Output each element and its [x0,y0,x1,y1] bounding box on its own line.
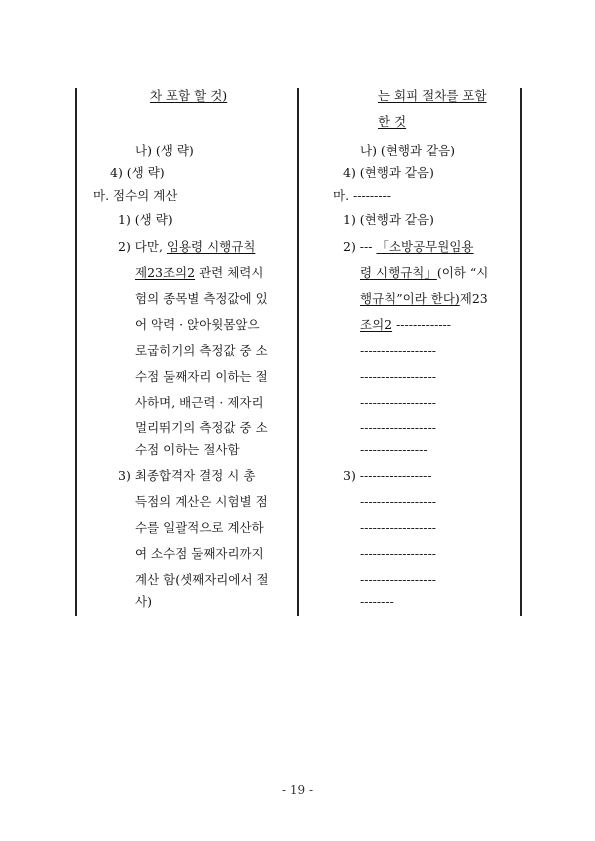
right-line: ------------------ [360,343,437,358]
left-line: 로굽히기의 측정값 중 소 [135,343,268,358]
right-line: ------------------ [360,546,437,561]
right-line: 3) ----------------- [343,468,432,483]
left-line: 2) 다만, 임용령 시행규칙 [118,239,256,254]
left-line: 험의 종목별 측정값에 있 [135,291,268,306]
right-line: 조의2 ------------- [360,317,451,332]
left-line: 여 소수점 둘째자리까지 [135,546,264,561]
left-line: 차 포함 할 것) [150,88,228,103]
left-line: 3) 최종합격자 결정 시 총 [118,468,256,483]
right-line: 행규칙”이라 한다)제23 [360,291,488,306]
left-line: 수를 일괄적으로 계산하 [135,520,264,535]
column-divider-right [520,88,522,616]
left-line: 계산 함(셋째자리에서 절 [135,572,269,587]
left-section-heading: 마. 점수의 계산 [93,188,178,203]
right-line: 령 시행규칙」(이하 “시 [360,265,489,280]
left-line: 어 악력 · 앉아윗몸앞으 [135,317,260,332]
left-line: 1) (생 략) [118,212,173,227]
left-line: 수점 이하는 절사함 [135,442,240,457]
left-line: 멀리뛰기의 측정값 중 소 [135,420,268,435]
right-line: 나) (현행과 같음) [360,143,456,158]
right-line: ------------------ [360,520,437,535]
right-line: ------------------ [360,494,437,509]
left-line: 사) [135,594,152,609]
left-line: 득점의 계산은 시험별 점 [135,494,268,509]
right-line: ------------------ [360,420,437,435]
right-line: 는 회피 절차를 포함 [378,88,487,103]
left-line: 사하며, 배근력 · 제자리 [135,395,264,410]
left-line: 4) (생 략) [110,165,165,180]
right-line: 1) (현행과 같음) [343,212,434,227]
column-divider-middle [297,88,299,616]
page-number: - 19 - [281,783,313,797]
left-line: 나) (생 략) [135,143,194,158]
right-line: 2) --- 「소방공무원임용 [343,239,474,254]
right-line: 4) (현행과 같음) [343,165,434,180]
right-line: -------- [360,594,394,609]
right-section-heading: 마. --------- [333,188,392,203]
right-line: ---------------- [360,442,428,457]
right-line: ------------------ [360,572,437,587]
right-line: 한 것 [378,114,407,129]
column-divider-left [75,88,77,616]
right-line: ------------------ [360,395,437,410]
left-line: 수점 둘째자리 이하는 절 [135,369,268,384]
right-line: ------------------ [360,369,437,384]
left-line: 제23조의2 관련 체력시 [135,265,264,280]
